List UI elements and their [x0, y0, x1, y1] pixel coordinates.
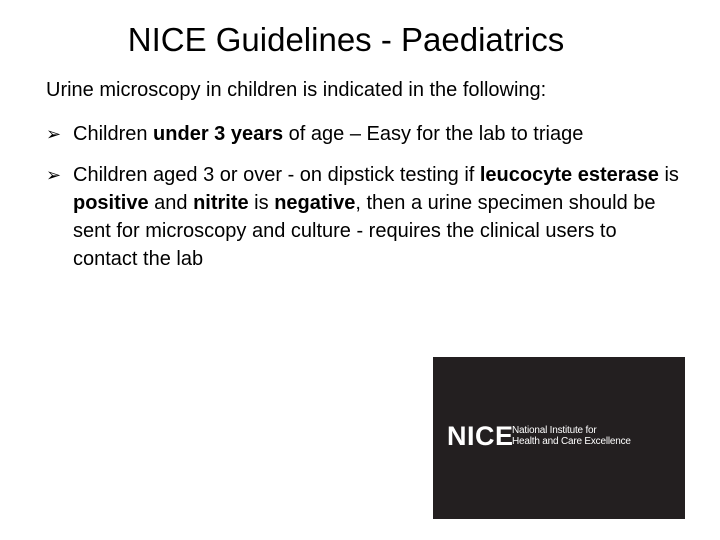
bullet-text-part: of age – Easy for the lab to triage — [283, 123, 584, 145]
nice-logo-mark: NICE — [447, 421, 514, 451]
nice-logo — [433, 357, 685, 519]
bullet-item — [46, 120, 686, 148]
nice-logo-line1: National Institute for — [512, 425, 597, 436]
arrow-bullet-icon: ➢ — [46, 165, 62, 185]
bullet-list — [46, 120, 686, 286]
arrow-bullet-icon: ➢ — [46, 124, 62, 144]
bullet-text-emphasis: negative — [274, 192, 356, 214]
bullet-text-part: Children aged 3 or over - on dipstick testing if — [73, 164, 480, 186]
bullet-text-emphasis: nitrite — [193, 192, 249, 214]
bullet-text-part: Children — [73, 123, 154, 145]
nice-logo-line2: Health and Care Excellence — [512, 436, 631, 447]
intro-text: Urine microscopy in children is indicated in the following: — [46, 79, 547, 101]
bullet-text-emphasis: leucocyte esterase — [479, 164, 659, 186]
bullet-text-emphasis: positive — [73, 192, 149, 214]
bullet-text-part: is — [658, 164, 679, 186]
slide-title: NICE Guidelines - Paediatrics — [127, 21, 565, 58]
bullet-text-part: and — [148, 192, 194, 214]
bullet-text-part: , then a urine specimen should be sent for microscopy and culture - requires the clinical users to contact the lab — [73, 192, 656, 270]
nice-logo-text — [512, 425, 631, 447]
bullet-item — [46, 161, 686, 273]
bullet-text-part: is — [248, 192, 275, 214]
bullet-text-emphasis: under 3 years — [153, 123, 284, 145]
